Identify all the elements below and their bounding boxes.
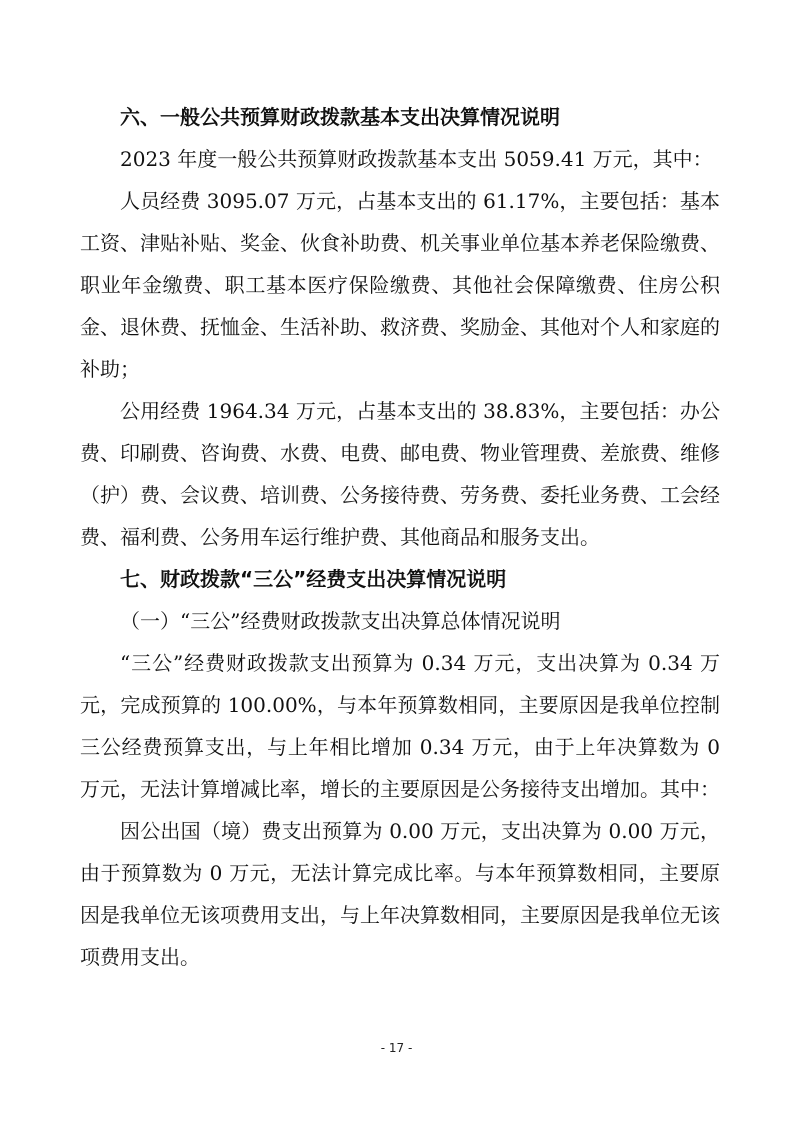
document-body (80, 96, 720, 978)
page-number: - 17 - (380, 1041, 413, 1055)
three-public-overall-paragraph: “三公”经费财政拨款支出预算为 0.34 万元，支出决算为 0.34 万元，完成预算的 100.00%，与本年预算数相同，主要原因是我单位控制三公经费预算支出，与上年相比增加 0.34 万元，由于上年决算数为 0 万元，无法计算增减比率，增长的主要原因是公务接待支出增加。其中： (80, 651, 720, 801)
personnel-expense-paragraph: 人员经费 3095.07 万元，占基本支出的 61.17%，主要包括：基本工资、津贴补贴、奖金、伙食补助费、机关事业单位基本养老保险缴费、职业年金缴费、职工基本医疗保险缴费、其他社会保障缴费、住房公积金、退休费、抚恤金、生活补助、救济费、奖励金、其他对个人和家庭的补助； (80, 189, 720, 381)
abroad-expense-paragraph: 因公出国（境）费支出预算为 0.00 万元，支出决算为 0.00 万元，由于预算数为 0 万元，无法计算完成比率。与本年预算数相同，主要原因是我单位无该项费用支出，与上年决算数相同，主要原因是我单位无该项费用支出。 (80, 819, 720, 969)
section7-subheading-1: （一）“三公”经费财政拨款支出决算总体情况说明 (120, 609, 561, 633)
section6-heading: 六、一般公共预算财政拨款基本支出决算情况说明 (120, 105, 560, 129)
public-expense-paragraph: 公用经费 1964.34 万元，占基本支出的 38.83%，主要包括：办公费、印刷费、咨询费、水费、电费、邮电费、物业管理费、差旅费、维修（护）费、会议费、培训费、公务接待费、劳务费、委托业务费、工会经费、福利费、公务用车运行维护费、其他商品和服务支出。 (80, 399, 720, 549)
section6-intro: 2023 年度一般公共预算财政拨款基本支出 5059.41 万元，其中： (120, 147, 713, 171)
section7-heading: 七、财政拨款“三公”经费支出决算情况说明 (120, 567, 507, 591)
